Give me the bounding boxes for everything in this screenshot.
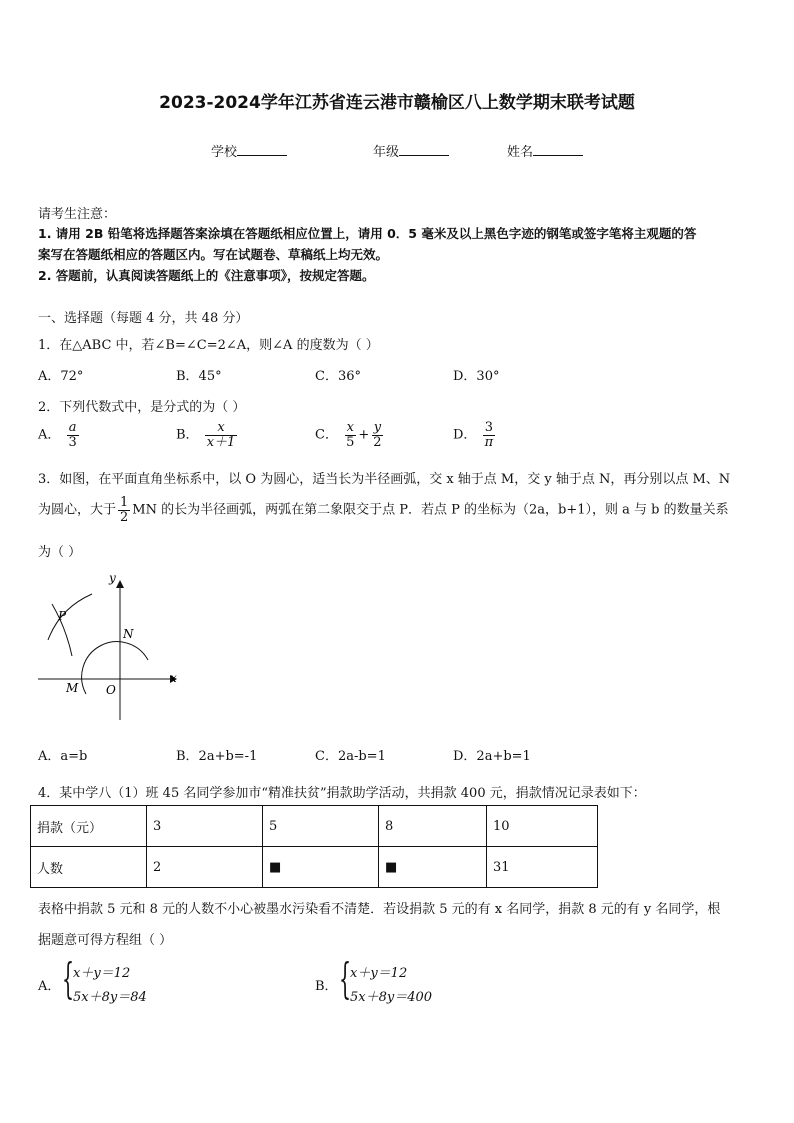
q2-option-b-fraction	[205, 421, 238, 449]
q4-stem: 4．某中学八（1）班 45 名同学参加市“精准扶贫”捐款助学活动，共捐款 400 元，捐款情况记录表如下：	[38, 786, 646, 801]
q3-line3: 为（ ）	[38, 545, 82, 560]
q4-option-a-eq1: x＋y＝12	[73, 966, 131, 981]
q3-line1: 3．如图，在平面直角坐标系中，以 O 为圆心，适当长为半径画弧，交 x 轴于点 M，交 y 轴于点 N，再分别以点 M、N	[38, 472, 731, 487]
table-cell: 10	[487, 806, 598, 847]
x-label: x	[170, 671, 177, 685]
notice-item1-line2: 案写在答题纸相应的答题区内。写在试题卷、草稿纸上均无效。	[38, 247, 389, 262]
fraction-numerator: x	[346, 420, 354, 435]
q4-after-line2: 据题意可得方程组（ ）	[38, 933, 173, 948]
arc-from-n	[48, 594, 92, 640]
y-axis-arrow	[116, 580, 124, 588]
q4-option-b-eq1: x＋y＝12	[350, 966, 408, 981]
q4-option-a-eq2: 5x＋8y＝84	[73, 990, 147, 1005]
table-cell: 捐款（元）	[31, 806, 147, 847]
q2-option-b[interactable]	[176, 421, 239, 449]
table-cell: 2	[147, 847, 263, 888]
q2-option-c-fraction-2	[371, 421, 383, 449]
notice-item2: 2. 答题前，认真阅读答题纸上的《注意事项》，按规定答题。	[38, 268, 375, 283]
q3-coordinate-figure	[30, 568, 190, 728]
notice-item1-line1: 1. 请用 2B 铅笔将选择题答案涂填在答题纸相应位置上，请用 0．5 毫米及以上黑色字迹的钢笔或签字笔将主观题的答	[38, 226, 697, 241]
fraction-numerator: a	[68, 420, 77, 435]
q1-option-d[interactable]: D．30°	[453, 369, 500, 384]
school-label: 学校	[211, 145, 238, 160]
q4-option-b-eq2: 5x＋8y＝400	[350, 990, 433, 1005]
school-field	[211, 141, 287, 160]
q2-option-b-label: B．	[176, 427, 199, 443]
table-row	[31, 806, 598, 847]
q4-option-b-brace: {	[339, 954, 352, 1003]
point-n-label: N	[123, 627, 134, 641]
q1-option-c[interactable]: C．36°	[315, 369, 361, 384]
q2-option-a[interactable]	[38, 421, 81, 449]
table-cell: 5	[263, 806, 379, 847]
fraction-denominator: x＋1	[206, 434, 236, 450]
fraction-denominator: π	[484, 434, 494, 450]
section-heading: 一、选择题（每题 4 分，共 48 分）	[38, 311, 249, 326]
table-cell: 31	[487, 847, 598, 888]
q3-option-c[interactable]: C．2a-b=1	[315, 749, 386, 764]
q1-stem: 1．在△ABC 中，若∠B=∠C=2∠A，则∠A 的度数为（ ）	[38, 338, 379, 353]
q4-option-b[interactable]	[315, 975, 338, 994]
fraction-numerator: y	[373, 420, 382, 435]
table-cell: 人数	[31, 847, 147, 888]
plus-sign: +	[358, 427, 370, 443]
q3-option-b[interactable]: B．2a+b=-1	[176, 749, 258, 764]
q2-option-a-fraction	[67, 421, 79, 449]
q3-half-fraction	[118, 496, 130, 524]
name-blank[interactable]	[533, 143, 583, 156]
q2-option-d[interactable]	[453, 421, 497, 449]
q1-option-a[interactable]: A．72°	[38, 369, 84, 384]
q3-option-a[interactable]: A．a=b	[38, 749, 88, 764]
point-p-label: P	[58, 609, 67, 623]
point-m-label: M	[66, 681, 79, 695]
grade-field	[373, 141, 449, 160]
q3-line2-post: MN 的长为半径画弧，两弧在第二象限交于点 P．若点 P 的坐标为（2a，b+1），则 a 与 b 的数量关系	[132, 502, 729, 518]
table-row	[31, 847, 598, 888]
school-blank[interactable]	[237, 143, 287, 156]
name-label: 姓名	[507, 145, 534, 160]
q2-option-c-label: C．	[315, 427, 338, 443]
fraction-denominator: 2	[373, 434, 382, 450]
donation-table	[30, 805, 598, 888]
q3-line2	[38, 496, 760, 524]
name-field	[507, 141, 583, 160]
q3-option-d[interactable]: D．2a+b=1	[453, 749, 531, 764]
q2-option-a-label: A．	[38, 427, 61, 443]
grade-label: 年级	[373, 145, 400, 160]
y-label: y	[109, 571, 116, 585]
q2-option-c-fraction-1	[344, 421, 356, 449]
fraction-denominator: 2	[120, 509, 129, 525]
q4-option-a-label: A．	[38, 979, 61, 994]
q4-option-a-brace: {	[62, 954, 75, 1003]
table-cell-ink-blot: ■	[379, 847, 487, 888]
fraction-denominator: 5	[346, 434, 355, 450]
table-cell-ink-blot: ■	[263, 847, 379, 888]
q2-option-c[interactable]	[315, 421, 386, 449]
fraction-numerator: x	[205, 421, 236, 436]
fraction-numerator: 3	[484, 420, 493, 435]
q2-option-d-fraction	[483, 421, 496, 449]
q4-after-line1: 表格中捐款 5 元和 8 元的人数不小心被墨水污染看不清楚．若设捐款 5 元的有 x 名同学，捐款 8 元的有 y 名同学，根	[38, 902, 721, 917]
q2-option-d-label: D．	[453, 427, 477, 443]
q2-stem: 2．下列代数式中，是分式的为（ ）	[38, 400, 246, 415]
q1-option-b[interactable]: B．45°	[176, 369, 222, 384]
q4-option-b-label: B．	[315, 979, 338, 994]
table-cell: 8	[379, 806, 487, 847]
fraction-numerator: 1	[120, 495, 129, 510]
q3-line2-pre: 为圆心，大于	[38, 502, 117, 518]
fraction-denominator: 3	[68, 434, 77, 450]
table-cell: 3	[147, 806, 263, 847]
notice-heading: 请考生注意：	[38, 207, 117, 222]
q4-option-a[interactable]	[38, 975, 60, 994]
point-o-label: O	[106, 683, 116, 697]
grade-blank[interactable]	[399, 143, 449, 156]
exam-title: 2023-2024学年江苏省连云港市赣榆区八上数学期末联考试题	[159, 93, 635, 113]
